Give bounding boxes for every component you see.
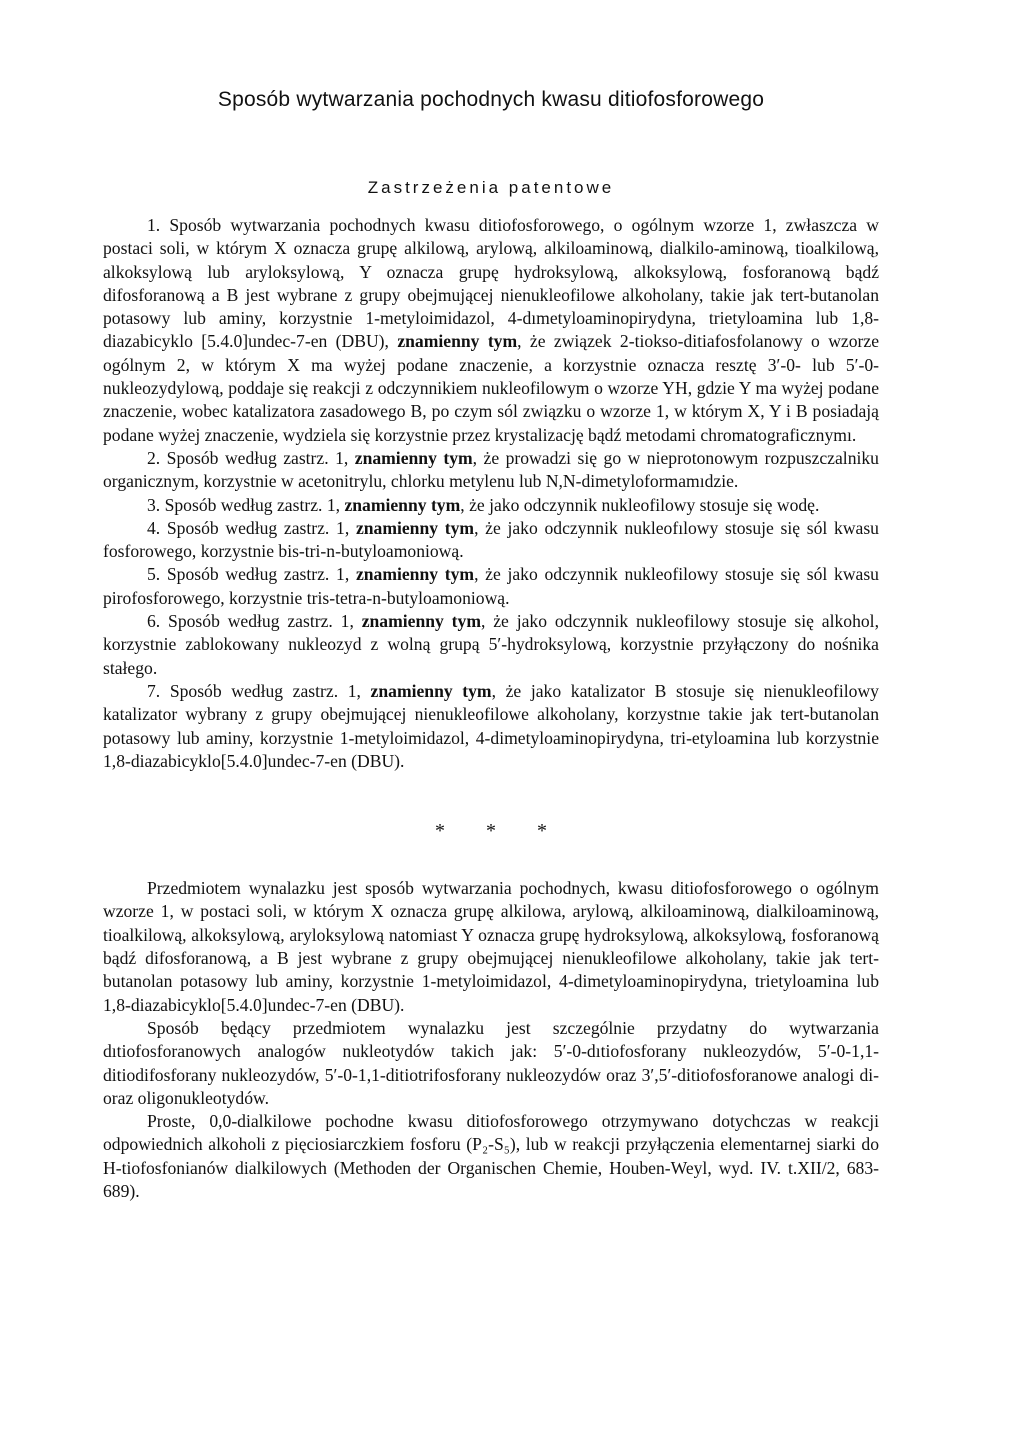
claim-7 — [103, 680, 879, 773]
claim-text: 6. Sposób według zastrz. 1, — [147, 611, 354, 632]
description-paragraph-2: Sposób będący przedmiotem wynalazku jest szczególnie przydatny do wytwarzania dıtiofosforanowych analogów nukleotydów takich jak: 5′-0-dıtiofosforany nukleozydów, 5′-0-1,1-ditiodifosforany nukleozydów, 5′-0-1,1-ditiotrifosforany nukleozydów oraz 3′,5′-ditiofosforanowe analogi di- oraz oligonukleotydów. — [103, 1017, 879, 1108]
claim-text: 5. Sposób według zastrz. 1, — [147, 564, 350, 585]
claim-keyword: znamienny tym — [397, 331, 518, 352]
claim-keyword: znamienny tym — [370, 680, 492, 701]
claim-6 — [103, 610, 879, 680]
claim-text: , że jako odczynnik nukleofılowy stosuje się sól kwasu fosforowego, korzystnie bis-tri-n-butyloamoniową. — [103, 517, 879, 562]
claim-text: , że jako katalizator B stosuje się nienukleofilowy katalizator wybrany z grupy obejmującej nienukleofilowe alkoholany, korzystnıe takie jak tert-butanolan potasowy lub aminy, korzystnie 1-metyloimidazol, 4-dimetyloaminopirydyna, tri-etyloamina lub korzystnie 1,8-diazabicyklo[5.4.0]undec-7-en (DBU). — [103, 680, 879, 771]
claim-4 — [103, 517, 879, 564]
claim-text: , że jako odczynnik nukleofilowy stosuje się alkohol, korzystnie zablokowany nukleozyd z wolną grupą 5′-hydroksylową, korzystnie przyłączony do nośnika stałego. — [103, 611, 879, 678]
claim-1 — [103, 214, 879, 447]
claim-keyword: znamienny tym — [344, 494, 461, 515]
claim-keyword: znamienny tym — [354, 447, 473, 468]
description-section — [103, 877, 879, 1203]
claim-text: , że jako odczynnik nukleofilowy stosuje się wodę. — [460, 494, 820, 515]
description-paragraph-3: Proste, 0,0-dialkilowe pochodne kwasu ditiofosforowego otrzymywano dotychczas w reakcji odpowiednich alkoholi z pięciosiarczkiem fosforu (P₂-S₅), lub w reakcji przyłączenia elementarnej siarki do H-tiofosfonianów dialkilowych (Methoden der Organischen Chemie, Houben-Weyl, wyd. IV. t.XII/2, 683-689). — [103, 1111, 879, 1201]
claim-3 — [103, 494, 879, 517]
claim-text: , że jako odczynnik nukleofilowy stosuje się sól kwasu pirofosforowego, korzystnie tris-tetra-n-butyloamoniową. — [103, 564, 879, 608]
claim-text: 7. Sposób według zastrz. 1, — [147, 680, 361, 701]
claim-keyword: znamienny tym — [355, 517, 475, 538]
claim-text: 1. Sposób wytwarzania pochodnych kwasu ditiofosforowego, o ogólnym wzorze 1, zwłaszcza w postaci soli, w którym X oznacza grupę alkilową, arylową, alkiloaminową, dialkilo-aminową, tioalkilową, alkoksylową lub aryloksylową, Y oznacza grupę hydroksylową, alkoksylową, fosforanową bądź difosforanową a B jest wybrane z grupy obejmującej nienukleofilowe alkoholany, takie jak tert-butanolan potasowy lub aminy, korzystnie 1-metyloimidazol, 4-dımetyloaminopirydyna, trietyloamina lub 1,8-diazabicyklo [5.4.0]undec-7-en (DBU), — [103, 215, 879, 352]
claim-2 — [103, 447, 879, 494]
claim-5 — [103, 563, 879, 610]
description-paragraph-1: Przedmiotem wynalazku jest sposób wytwarzania pochodnych, kwasu ditiofosforowego o ogólnym wzorze 1, w postaci soli, w którym X oznacza grupę alkilowa, arylową, alkiloaminową, dialkiloaminową, tioalkilową, alkoksylową, aryloksylową natomiast Y oznacza grupę hydroksylową, alkoksylową, fosforanową bądź difosforanową, a B jest wybrane z grupy obejmującej nienukleofilowe alkoholany, takie jak tert-butanolan potasowy lub aminy, korzystnie 1-metyloimidazol, 4-dimetyloaminopirydyna, trietyloamina lub 1,8-diazabicyklo[5.4.0]undec-7-en (DBU). — [103, 878, 879, 1015]
claim-keyword: znamienny tym — [361, 611, 481, 632]
claim-text: 3. Sposób według zastrz. 1, — [147, 494, 341, 515]
claim-keyword: znamienny tym — [355, 564, 475, 585]
claims-heading: Zastrzeżenia patentowe — [367, 178, 615, 197]
document-title: Sposób wytwarzania pochodnych kwasu ditiofosforowego — [217, 88, 765, 111]
claims-list — [103, 214, 879, 773]
section-separator: * * * — [435, 820, 565, 843]
claim-text: 4. Sposób według zastrz. 1, — [147, 517, 350, 538]
claim-text: 2. Sposób według zastrz. 1, — [147, 447, 349, 468]
claim-text: , że prowadzi się go w nieprotonowym rozpuszczalniku organicznym, korzystnie w acetonitrylu, chlorku metylenu lub N,N-dimetyloformamıdzie. — [103, 447, 879, 492]
claim-text: , że związek 2-tiokso-ditiafosfolanowy o wzorze ogólnym 2, w którym X ma wyżej podane znaczenie, a korzystnie oznacza resztę 3′-0- lub 5′-0-nukleozydylową, poddaje się reakcji z odczynnikiem nukleofilowym o wzorze YH, gdzie Y ma wyżej podane znaczenie, wobec katalizatora zasadowego B, po czym sól związku o wzorze 1, w którym X, Y i B posiadają podane wyżej znaczenie, wydziela się korzystnie przez krystalizację bądź metodami chromatograficznymı. — [103, 331, 879, 445]
document-page — [103, 88, 879, 1203]
